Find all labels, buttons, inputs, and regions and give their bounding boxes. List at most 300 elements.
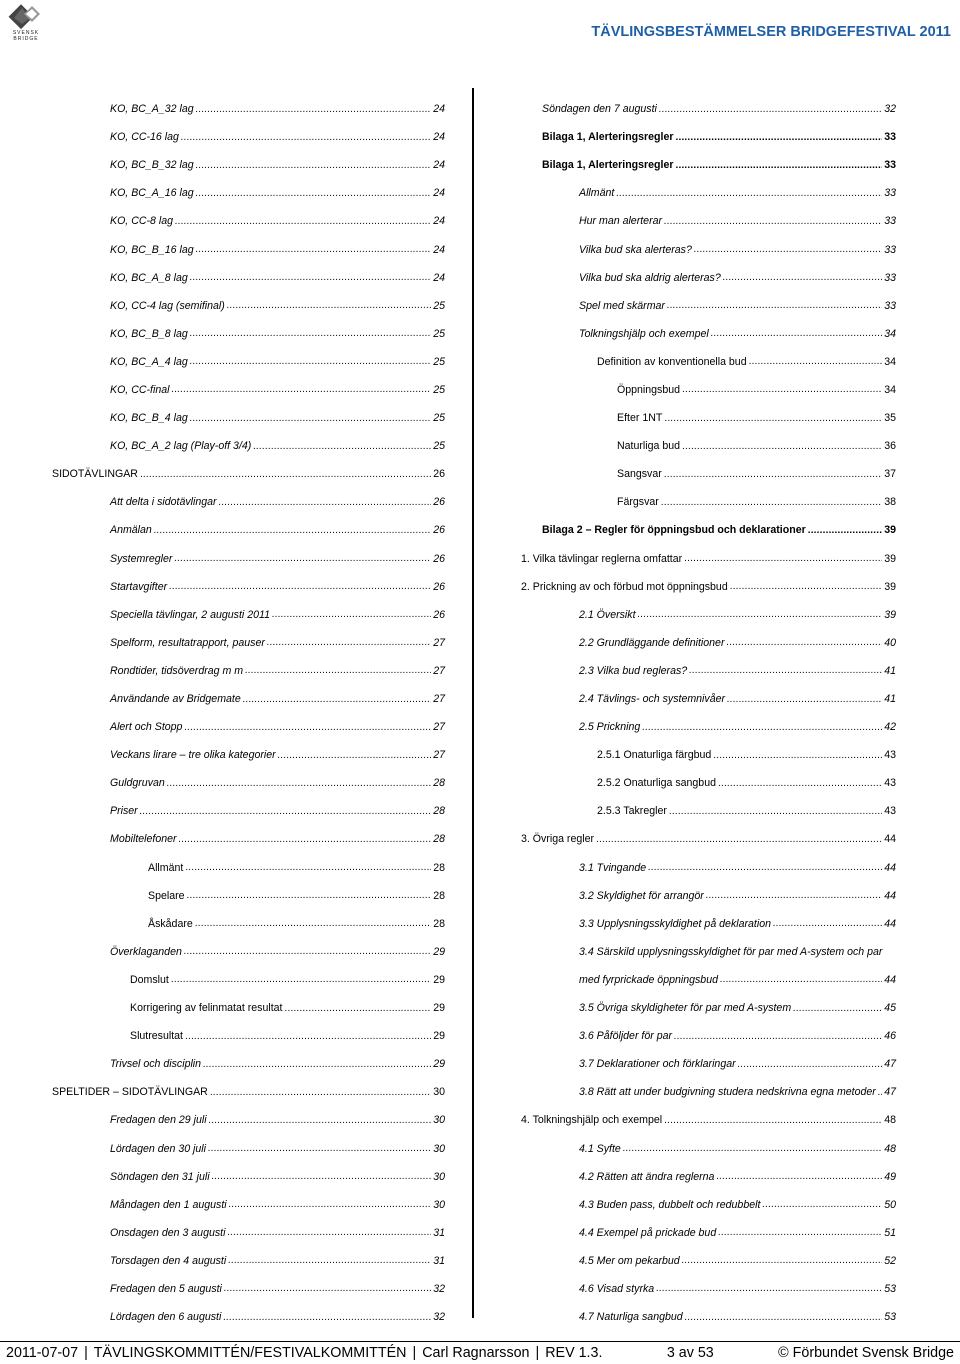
toc-entry-title: Måndagen den 1 augusti <box>110 1198 227 1211</box>
toc-entry-title: Mobiltelefoner <box>110 833 177 846</box>
toc-dot-leader <box>623 1143 882 1154</box>
toc-entry[interactable] <box>490 769 896 797</box>
toc-dot-leader <box>682 441 882 452</box>
toc-entry[interactable] <box>0 685 445 713</box>
toc-entry[interactable] <box>0 1303 445 1331</box>
toc-dot-leader <box>195 918 431 929</box>
toc-entry[interactable] <box>490 1022 896 1050</box>
toc-dot-leader <box>718 778 882 789</box>
logo-text: SVENSK BRIDGE <box>12 30 40 42</box>
toc-dot-leader <box>676 160 883 171</box>
toc-entry-title: Korrigering av felinmatat resultat <box>130 1002 283 1015</box>
toc-right-column <box>490 95 896 1331</box>
toc-dot-leader <box>219 497 432 508</box>
toc-entry[interactable] <box>0 1050 445 1078</box>
toc-entry[interactable] <box>490 460 896 488</box>
toc-entry-title: Slutresultat <box>130 1030 183 1043</box>
toc-entry-page: 25 <box>433 299 445 312</box>
toc-dot-leader <box>656 1283 882 1294</box>
toc-dot-leader <box>773 918 882 929</box>
toc-entry-title: 3.2 Skyldighet för arrangör <box>579 889 704 902</box>
toc-dot-leader <box>762 1199 882 1210</box>
toc-entry-title: Söndagen den 7 augusti <box>542 103 657 116</box>
toc-entry[interactable] <box>0 264 445 292</box>
toc-entry-page: 29 <box>433 1030 445 1043</box>
toc-entry[interactable] <box>490 882 896 910</box>
footer-rule <box>0 1341 960 1342</box>
toc-dot-leader <box>243 694 431 705</box>
toc-entry-page: 28 <box>433 833 445 846</box>
toc-entry-title: KO, BC_B_8 lag <box>110 327 188 340</box>
toc-entry-page: 34 <box>884 355 896 368</box>
toc-entry-page: 34 <box>884 383 896 396</box>
toc-entry-page: 26 <box>433 524 445 537</box>
toc-entry[interactable] <box>0 123 445 151</box>
toc-entry[interactable] <box>0 1247 445 1275</box>
toc-entry-page: 43 <box>884 777 896 790</box>
toc-entry-page: 47 <box>884 1058 896 1071</box>
toc-dot-leader <box>661 497 882 508</box>
toc-entry-page: 25 <box>433 440 445 453</box>
toc-entry[interactable] <box>0 825 445 853</box>
toc-entry-page: 48 <box>884 1142 896 1155</box>
toc-dot-leader <box>596 834 882 845</box>
toc-entry-page: 32 <box>433 1282 445 1295</box>
toc-entry-page: 24 <box>433 215 445 228</box>
toc-entry[interactable] <box>0 938 445 966</box>
toc-dot-leader <box>648 862 882 873</box>
toc-entry-title: Sangsvar <box>617 468 662 481</box>
toc-entry[interactable] <box>490 825 896 853</box>
toc-entry[interactable] <box>0 151 445 179</box>
toc-dot-leader <box>190 328 431 339</box>
toc-entry-title: Spel med skärmar <box>579 299 665 312</box>
toc-entry-title: KO, BC_A_16 lag <box>110 187 194 200</box>
toc-dot-leader <box>267 637 431 648</box>
toc-entry-title: KO, BC_A_4 lag <box>110 355 188 368</box>
toc-entry-title: 4.7 Naturliga sangbud <box>579 1311 683 1324</box>
toc-dot-leader <box>227 300 431 311</box>
toc-entry-title: Spelform, resultatrapport, pauser <box>110 636 265 649</box>
toc-entry[interactable] <box>490 601 896 629</box>
toc-entry-page: 24 <box>433 159 445 172</box>
toc-entry[interactable] <box>0 348 445 376</box>
toc-entry[interactable] <box>490 657 896 685</box>
toc-entry[interactable] <box>490 1050 896 1078</box>
toc-entry[interactable] <box>0 573 445 601</box>
toc-dot-leader <box>720 974 882 985</box>
toc-dot-leader <box>749 356 883 367</box>
toc-entry-title: 2.4 Tävlings- och systemnivåer <box>579 693 726 706</box>
footer-author: Carl Ragnarsson <box>422 1345 530 1361</box>
toc-dot-leader <box>196 244 432 255</box>
toc-entry-title: Onsdagen den 3 augusti <box>110 1226 226 1239</box>
toc-entry[interactable] <box>0 1163 445 1191</box>
toc-entry-page: 27 <box>433 664 445 677</box>
toc-dot-leader <box>727 694 882 705</box>
toc-entry[interactable] <box>0 1191 445 1219</box>
toc-entry-title: 2.2 Grundläggande definitioner <box>579 636 725 649</box>
toc-entry[interactable] <box>0 432 445 460</box>
footer-revision: REV 1.3. <box>545 1345 603 1361</box>
toc-entry-title: 2.5.1 Onaturliga färgbud <box>597 749 712 762</box>
toc-dot-leader <box>181 132 431 143</box>
toc-entry-title: KO, CC-4 lag (semifinal) <box>110 299 225 312</box>
toc-dot-leader <box>706 890 882 901</box>
toc-entry-title: 2.1 Översikt <box>579 608 636 621</box>
toc-entry-page: 43 <box>884 805 896 818</box>
toc-entry-title: Att delta i sidotävlingar <box>110 496 217 509</box>
toc-entry-page: 33 <box>884 271 896 284</box>
toc-entry-page: 27 <box>433 636 445 649</box>
toc-dot-leader <box>682 1255 883 1266</box>
toc-entry-title: Fredagen den 5 augusti <box>110 1282 222 1295</box>
toc-entry-title: Priser <box>110 805 138 818</box>
toc-entry[interactable] <box>0 460 445 488</box>
toc-dot-leader <box>685 1312 883 1323</box>
toc-entry-title: Definition av konventionella bud <box>597 355 747 368</box>
toc-entry[interactable] <box>0 235 445 263</box>
toc-entry-title: 3.1 Tvingande <box>579 861 647 874</box>
toc-entry-page: 41 <box>884 664 896 677</box>
toc-entry-page: 44 <box>884 833 896 846</box>
toc-entry-title: SPELTIDER – SIDOTÄVLINGAR <box>52 1086 208 1099</box>
toc-entry-title: Bilaga 2 – Regler för öppningsbud och deklarationer <box>542 524 806 537</box>
page-footer <box>6 1345 954 1361</box>
toc-entry[interactable] <box>490 348 896 376</box>
toc-dot-leader <box>185 1031 431 1042</box>
toc-entry[interactable] <box>490 1106 896 1134</box>
toc-entry[interactable] <box>490 235 896 263</box>
toc-entry-title: 2.5.3 Takregler <box>597 805 667 818</box>
toc-entry[interactable] <box>490 488 896 516</box>
toc-entry[interactable] <box>490 741 896 769</box>
toc-entry[interactable] <box>490 179 896 207</box>
toc-entry[interactable] <box>490 320 896 348</box>
toc-entry-page: 29 <box>433 1058 445 1071</box>
toc-entry[interactable] <box>0 488 445 516</box>
toc-entry-page: 37 <box>884 468 896 481</box>
toc-dot-leader <box>174 553 431 564</box>
toc-entry-title: Fredagen den 29 juli <box>110 1114 207 1127</box>
toc-entry[interactable] <box>490 404 896 432</box>
toc-dot-leader <box>664 216 882 227</box>
toc-entry-page: 24 <box>433 131 445 144</box>
toc-entry-page: 53 <box>884 1282 896 1295</box>
toc-dot-leader <box>245 665 431 676</box>
toc-entry-title: 1. Vilka tävlingar reglerna omfattar <box>521 552 683 565</box>
toc-entry-page: 40 <box>884 636 896 649</box>
toc-entry[interactable] <box>0 95 445 123</box>
toc-entry[interactable] <box>0 741 445 769</box>
toc-entry-page: 33 <box>884 187 896 200</box>
toc-entry-page: 28 <box>433 805 445 818</box>
toc-entry-title: 3.8 Rätt att under budgivning studera nedskrivna egna metoder <box>579 1086 876 1099</box>
toc-dot-leader <box>730 581 882 592</box>
toc-dot-leader <box>684 553 882 564</box>
toc-entry[interactable] <box>490 797 896 825</box>
toc-entry[interactable] <box>0 320 445 348</box>
toc-entry[interactable] <box>490 1247 896 1275</box>
toc-entry-title: Bilaga 1, Alerteringsregler <box>542 131 674 144</box>
toc-entry-page: 26 <box>433 496 445 509</box>
toc-entry-title: 3.5 Övriga skyldigheter för par med A-system <box>579 1002 792 1015</box>
toc-entry[interactable] <box>0 1078 445 1106</box>
toc-entry-page: 46 <box>884 1030 896 1043</box>
toc-dot-leader <box>154 525 431 536</box>
footer-left: 2011-07-07 | TÄVLINGSKOMMITTÉN/FESTIVALKOMMITTÉN | Carl Ragnarsson | REV 1.3. <box>6 1345 603 1361</box>
toc-dot-leader <box>723 272 882 283</box>
toc-entry-page: 26 <box>433 608 445 621</box>
toc-entry[interactable] <box>0 966 445 994</box>
toc-entry-title: Spelare <box>148 889 185 902</box>
page-header-title: TÄVLINGSBESTÄMMELSER BRIDGEFESTIVAL 2011 <box>591 24 951 40</box>
toc-dot-leader <box>674 1031 882 1042</box>
toc-entry-title: med fyrprickade öppningsbud <box>579 973 718 986</box>
toc-entry-page: 41 <box>884 693 896 706</box>
toc-entry[interactable] <box>490 1303 896 1331</box>
toc-entry[interactable] <box>0 629 445 657</box>
toc-entry[interactable] <box>0 882 445 910</box>
toc-dot-leader <box>694 244 882 255</box>
toc-entry-page: 24 <box>433 271 445 284</box>
toc-entry[interactable] <box>490 376 896 404</box>
toc-entry[interactable] <box>490 938 896 966</box>
toc-entry-page: 29 <box>433 945 445 958</box>
toc-entry-page: 43 <box>884 749 896 762</box>
toc-dot-leader <box>711 328 882 339</box>
toc-dot-leader <box>638 609 883 620</box>
toc-entry-title: Rondtider, tidsöverdrag m m <box>110 664 244 677</box>
toc-entry-title: 4.6 Visad styrka <box>579 1282 655 1295</box>
toc-entry-page: 39 <box>884 552 896 565</box>
toc-entry-page: 38 <box>884 496 896 509</box>
toc-entry-title: Tolkningshjälp och exempel <box>579 327 709 340</box>
toc-entry[interactable] <box>0 1022 445 1050</box>
toc-dot-leader <box>187 890 432 901</box>
toc-entry[interactable] <box>490 854 896 882</box>
toc-entry-title: KO, CC-final <box>110 383 170 396</box>
toc-entry-title: Systemregler <box>110 552 173 565</box>
toc-entry[interactable] <box>0 292 445 320</box>
toc-entry-page: 49 <box>884 1170 896 1183</box>
toc-entry-title: KO, CC-8 lag <box>110 215 173 228</box>
toc-entry[interactable] <box>0 516 445 544</box>
toc-entry[interactable] <box>490 1163 896 1191</box>
toc-entry-title: Allmänt <box>148 861 184 874</box>
toc-entry[interactable] <box>490 573 896 601</box>
toc-entry-title: Lördagen den 6 augusti <box>110 1311 222 1324</box>
toc-entry-page: 29 <box>433 973 445 986</box>
toc-entry-title: Domslut <box>130 973 169 986</box>
toc-entry-title: Efter 1NT <box>617 412 663 425</box>
toc-dot-leader <box>682 384 882 395</box>
toc-entry-title: Användande av Bridgemate <box>110 693 241 706</box>
toc-entry-title: 4.5 Mer om pekarbud <box>579 1254 680 1267</box>
toc-entry-title: KO, BC_A_8 lag <box>110 271 188 284</box>
toc-dot-leader <box>227 1227 431 1238</box>
toc-entry[interactable] <box>0 207 445 235</box>
toc-entry[interactable] <box>490 264 896 292</box>
toc-dot-leader <box>190 272 431 283</box>
toc-entry-title: Torsdagen den 4 augusti <box>110 1254 227 1267</box>
toc-dot-leader <box>210 1087 431 1098</box>
toc-entry-title: 4.1 Syfte <box>579 1142 621 1155</box>
toc-entry[interactable] <box>490 151 896 179</box>
toc-entry[interactable] <box>490 910 896 938</box>
toc-dot-leader <box>167 778 431 789</box>
toc-dot-leader <box>878 1087 882 1098</box>
toc-entry[interactable] <box>490 95 896 123</box>
toc-entry-page: 50 <box>884 1198 896 1211</box>
toc-entry-title: SIDOTÄVLINGAR <box>52 468 138 481</box>
toc-entry-page: 35 <box>884 412 896 425</box>
toc-entry-title: 4.3 Buden pass, dubbelt och redubbelt <box>579 1198 761 1211</box>
toc-entry[interactable] <box>0 1106 445 1134</box>
toc-entry[interactable] <box>0 1219 445 1247</box>
toc-entry[interactable] <box>490 207 896 235</box>
toc-entry[interactable] <box>0 769 445 797</box>
toc-entry[interactable] <box>490 1275 896 1303</box>
toc-dot-leader <box>718 1227 882 1238</box>
toc-dot-leader <box>196 104 432 115</box>
toc-entry-page: 29 <box>433 1002 445 1015</box>
toc-dot-leader <box>190 356 431 367</box>
toc-dot-leader <box>140 469 431 480</box>
toc-dot-leader <box>659 104 882 115</box>
toc-entry-page: 26 <box>433 580 445 593</box>
toc-entry-title: Hur man alerterar <box>579 215 663 228</box>
toc-entry-page: 28 <box>433 917 445 930</box>
toc-dot-leader <box>669 806 882 817</box>
toc-dot-leader <box>738 1059 883 1070</box>
toc-entry-title: KO, BC_B_32 lag <box>110 159 194 172</box>
toc-entry-title: Startavgifter <box>110 580 168 593</box>
toc-entry-page: 30 <box>433 1142 445 1155</box>
toc-dot-leader <box>726 637 882 648</box>
toc-entry-page: 32 <box>433 1311 445 1324</box>
toc-entry-page: 27 <box>433 749 445 762</box>
toc-entry-page: 51 <box>884 1226 896 1239</box>
toc-entry[interactable] <box>0 854 445 882</box>
toc-entry[interactable] <box>0 1275 445 1303</box>
toc-dot-leader <box>642 722 882 733</box>
toc-entry-title: Speciella tävlingar, 2 augusti 2011 <box>110 608 270 621</box>
toc-entry-title: 4.4 Exempel på prickade bud <box>579 1226 717 1239</box>
toc-dot-leader <box>713 750 882 761</box>
toc-dot-leader <box>808 525 882 536</box>
toc-entry-page: 30 <box>433 1086 445 1099</box>
toc-dot-leader <box>179 834 432 845</box>
toc-entry-page: 27 <box>433 721 445 734</box>
toc-entry[interactable] <box>490 1078 896 1106</box>
toc-dot-leader <box>664 1115 882 1126</box>
svensk-bridge-logo <box>8 4 44 46</box>
toc-entry[interactable] <box>490 1134 896 1162</box>
toc-entry[interactable] <box>0 657 445 685</box>
toc-entry[interactable] <box>490 1191 896 1219</box>
toc-entry-title: Guldgruvan <box>110 777 165 790</box>
toc-dot-leader <box>169 581 431 592</box>
toc-dot-leader <box>616 188 882 199</box>
toc-entry[interactable] <box>490 713 896 741</box>
toc-dot-leader <box>185 862 431 873</box>
toc-entry-page: 33 <box>884 159 896 172</box>
toc-entry[interactable] <box>0 797 445 825</box>
toc-entry[interactable] <box>0 179 445 207</box>
toc-entry[interactable] <box>0 376 445 404</box>
toc-dot-leader <box>184 946 431 957</box>
toc-entry-page: 39 <box>884 524 896 537</box>
toc-entry-page: 44 <box>884 861 896 874</box>
toc-entry[interactable] <box>0 910 445 938</box>
toc-entry[interactable] <box>0 1134 445 1162</box>
toc-entry[interactable] <box>0 545 445 573</box>
toc-entry[interactable] <box>0 404 445 432</box>
toc-entry-title: Öppningsbud <box>617 383 681 396</box>
toc-entry-page: 24 <box>433 243 445 256</box>
toc-entry-title: KO, BC_B_16 lag <box>110 243 194 256</box>
footer-date: 2011-07-07 <box>6 1345 79 1361</box>
toc-entry[interactable] <box>0 601 445 629</box>
toc-dot-leader <box>716 1171 882 1182</box>
toc-entry-page: 24 <box>433 103 445 116</box>
toc-entry-title: Vilka bud ska alerteras? <box>579 243 692 256</box>
toc-entry-title: Alert och Stopp <box>110 721 183 734</box>
toc-entry[interactable] <box>0 994 445 1022</box>
toc-entry[interactable] <box>490 1219 896 1247</box>
toc-entry-page: 34 <box>884 327 896 340</box>
footer-committee: TÄVLINGSKOMMITTÉN/FESTIVALKOMMITTÉN <box>93 1345 407 1361</box>
toc-entry[interactable] <box>490 545 896 573</box>
toc-entry[interactable] <box>490 123 896 151</box>
toc-entry-title: 3.6 Påföljder för par <box>579 1030 673 1043</box>
toc-entry-page: 48 <box>884 1114 896 1127</box>
toc-entry-page: 36 <box>884 440 896 453</box>
toc-entry-page: 39 <box>884 580 896 593</box>
toc-dot-leader <box>184 722 431 733</box>
toc-entry[interactable] <box>490 629 896 657</box>
toc-entry-title: Naturliga bud <box>617 440 681 453</box>
toc-entry-title: Veckans lirare – tre olika kategorier <box>110 749 276 762</box>
toc-entry[interactable] <box>0 713 445 741</box>
toc-entry-page: 52 <box>884 1254 896 1267</box>
toc-entry-page: 44 <box>884 889 896 902</box>
toc-entry-title: 3.3 Upplysningsskyldighet på deklaration <box>579 917 771 930</box>
toc-entry[interactable] <box>490 685 896 713</box>
toc-entry-page: 25 <box>433 355 445 368</box>
toc-entry-page: 30 <box>433 1198 445 1211</box>
toc-entry-title: 2. Prickning av och förbud mot öppningsbud <box>521 580 728 593</box>
toc-entry-page: 28 <box>433 861 445 874</box>
toc-dot-leader <box>229 1199 432 1210</box>
toc-entry-title: 4. Tolkningshjälp och exempel <box>521 1114 663 1127</box>
toc-dot-leader <box>223 1312 431 1323</box>
toc-dot-leader <box>253 441 431 452</box>
toc-entry-title: Söndagen den 31 juli <box>110 1170 210 1183</box>
toc-entry[interactable] <box>490 516 896 544</box>
toc-entry-title: 2.3 Vilka bud regleras? <box>579 664 688 677</box>
toc-entry[interactable] <box>490 994 896 1022</box>
toc-entry[interactable] <box>490 432 896 460</box>
toc-dot-leader <box>209 1115 432 1126</box>
toc-entry-page: 28 <box>433 777 445 790</box>
toc-entry-page: 33 <box>884 243 896 256</box>
toc-entry-page: 44 <box>884 973 896 986</box>
toc-dot-leader <box>212 1171 432 1182</box>
toc-entry[interactable] <box>490 292 896 320</box>
toc-entry[interactable] <box>490 966 896 994</box>
